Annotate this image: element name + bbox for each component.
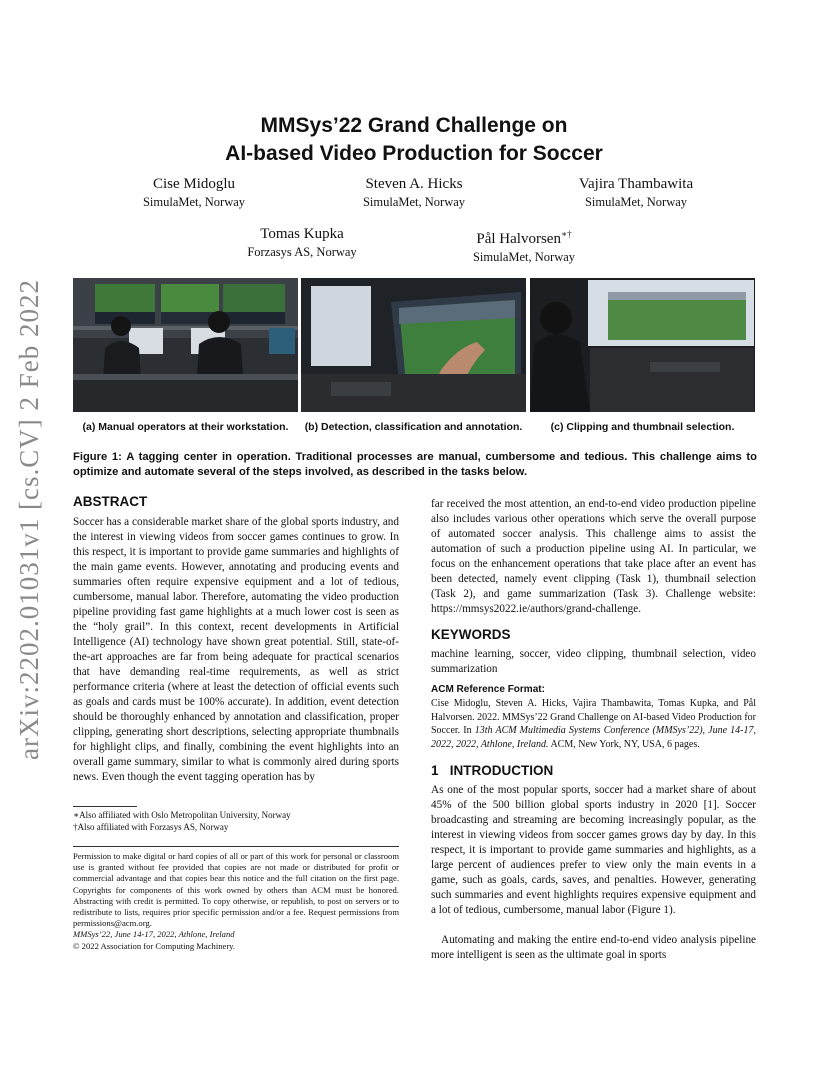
abstract-text: Soccer has a considerable market share of the global sports industry, and the interest in viewing videos from soccer games continues to grow. In this respect, it is important to provide game summaries and highlights of the main game events. However, annotating and producing events and summaries often require expensive equipment and a lot of tedious, cumbersome, manual labor. Therefore, automating the video production pipeline providing fast game highlights at a much lower cost is seen as the “holy grail”. In this context, recent developments in Artificial Intelligence (AI) technology have shown great potential. Still, state-of-the-art approaches are far from being adequate for practical scenarios that have demanding real-time requirements, as well as strict performance criteria (where at least the detection of official events such as goals and cards must be 100% accurate). In addition, event detection should be thoroughly enhanced by annotation and classification, proper clipping, generating short descriptions, selecting appropriate thumbnails for highlight clips, and finally, combining the event highlights into an overall game summary, similar to what is commonly aired during sports news. Even though the event tagging operation has by <box>73 516 399 783</box>
author-name: Cise Midoglu <box>152 176 236 192</box>
introduction-paragraph-2: Automating and making the entire end-to-end video analysis pipeline more intelligent is seen as the ultimate goal in sports <box>431 934 756 961</box>
acm-ref-text-a: Cise Midoglu, Steven A. Hicks, Vajira Thambawita, Tomas Kupka, and Pål Halvorsen. 2022. MMSys’22 Grand Challenge on AI-based Video Production for Soccer. In <box>431 698 756 736</box>
figure-image-a <box>73 278 298 412</box>
author-affiliation: SimulaMet, Norway <box>584 195 688 209</box>
author-name: Steven A. Hicks <box>365 176 463 192</box>
subcaption-c: (c) Clipping and thumbnail selection. <box>550 421 735 433</box>
introduction-heading: 1 INTRODUCTION <box>431 763 554 778</box>
subcaption-b: (b) Detection, classification and annotation. <box>304 421 523 433</box>
author-block <box>314 175 514 210</box>
author-affiliation: SimulaMet, Norway <box>362 195 466 209</box>
figure-image-b <box>301 278 526 412</box>
abstract-continued-text: far received the most attention, an end-to-end video production pipeline also includes various other operations which serve the overall purpose of automated soccer analysis. This challenge aims to assist the automation of such a production pipeline using AI. In particular, we focus on the enhancement operations that take place after an event has been detected, namely event clipping (Task 1), thumbnail selection (Task 2), and game summarization (Task 3). Challenge website: https://mmsys2022.ie/authors/grand-challenge. <box>431 498 756 615</box>
footnote-1: ∗Also affiliated with Oslo Metropolitan University, Norway <box>73 810 291 820</box>
acm-ref-text-italic: 13th ACM Multimedia Systems Conference (MMSys’22), June 14-17, 2022, 2022, Athlone, Ireland. <box>431 725 756 750</box>
permission-copyright: © 2022 Association for Computing Machinery. <box>73 940 236 951</box>
arxiv-id: arXiv:2202.01031v1 [cs.CV] 2 Feb 2022 <box>14 279 44 760</box>
figure-image-c <box>530 278 755 412</box>
subcaption-a: (a) Manual operators at their workstation. <box>82 421 289 433</box>
permission-venue: MMSys’22, June 14-17, 2022, Athlone, Ireland <box>73 929 235 940</box>
arxiv-stamp <box>4 279 52 760</box>
figure-caption: Figure 1: A tagging center in operation. Traditional processes are manual, cumbersome and tedious. This challenge aims to optimize and automate several of the steps involved, as described in the tasks below. <box>73 451 757 478</box>
title-line-1: MMSys’22 Grand Challenge on <box>260 114 568 137</box>
permission-divider <box>73 846 399 847</box>
acm-ref-text-b: ACM, New York, NY, USA, 6 pages. <box>548 738 700 750</box>
permission-text: Permission to make digital or hard copies of all or part of this work for personal or classroom use is granted without fee provided that copies are not made or distributed for profit or commercial advantage and that copies bear this notice and the full citation on the first page. Copyrights for components of this work owned by others than ACM must be honored. Abstracting with credit is permitted. To copy otherwise, or republish, to post on servers or to redistribute to lists, requires prior specific permission and/or a fee. Request permissions from permissions@acm.org. <box>73 851 399 929</box>
author-superscript: ∗† <box>560 229 572 239</box>
permission-block <box>73 851 399 952</box>
author-block <box>424 225 624 265</box>
author-name: Tomas Kupka <box>260 226 344 242</box>
author-affiliation: Forzasys AS, Norway <box>247 245 357 259</box>
acm-ref-heading: ACM Reference Format: <box>431 684 545 695</box>
author-name-line <box>424 225 624 249</box>
keywords-heading: KEYWORDS <box>431 627 511 642</box>
introduction-paragraph-1: As one of the most popular sports, soccer had a market share of about 45% of the 500 billion global sports industry in 2020 [1]. Soccer broadcasting and streaming are becoming increasingly popular, as the interest in viewing videos from soccer games grows day by day. In this respect, it is important to provide game summaries and highlights, as a large percent of audiences prefer to view only the main events in a game, such as goals, cards, saves, and penalties. However, generating such summaries and event highlights requires expensive equipment and a lot of tedious, cumbersome, manual labor (Figure 1). <box>431 784 756 916</box>
abstract-heading: ABSTRACT <box>73 494 148 509</box>
author-name: Pål Halvorsen <box>476 231 561 247</box>
author-name: Vajira Thambawita <box>578 176 694 192</box>
paper-title <box>0 112 828 168</box>
author-block <box>202 225 402 260</box>
author-affiliation: SimulaMet, Norway <box>142 195 246 209</box>
acm-ref-text <box>431 697 756 751</box>
footnote-2: †Also affiliated with Forzasys AS, Norway <box>73 822 229 832</box>
title-line-2: AI-based Video Production for Soccer <box>225 142 603 165</box>
footnote-divider <box>73 806 137 807</box>
author-block <box>536 175 736 210</box>
author-affiliation: SimulaMet, Norway <box>472 250 576 264</box>
author-block <box>94 175 294 210</box>
keywords-text: machine learning, soccer, video clipping, thumbnail selection, video summarization <box>431 648 756 675</box>
